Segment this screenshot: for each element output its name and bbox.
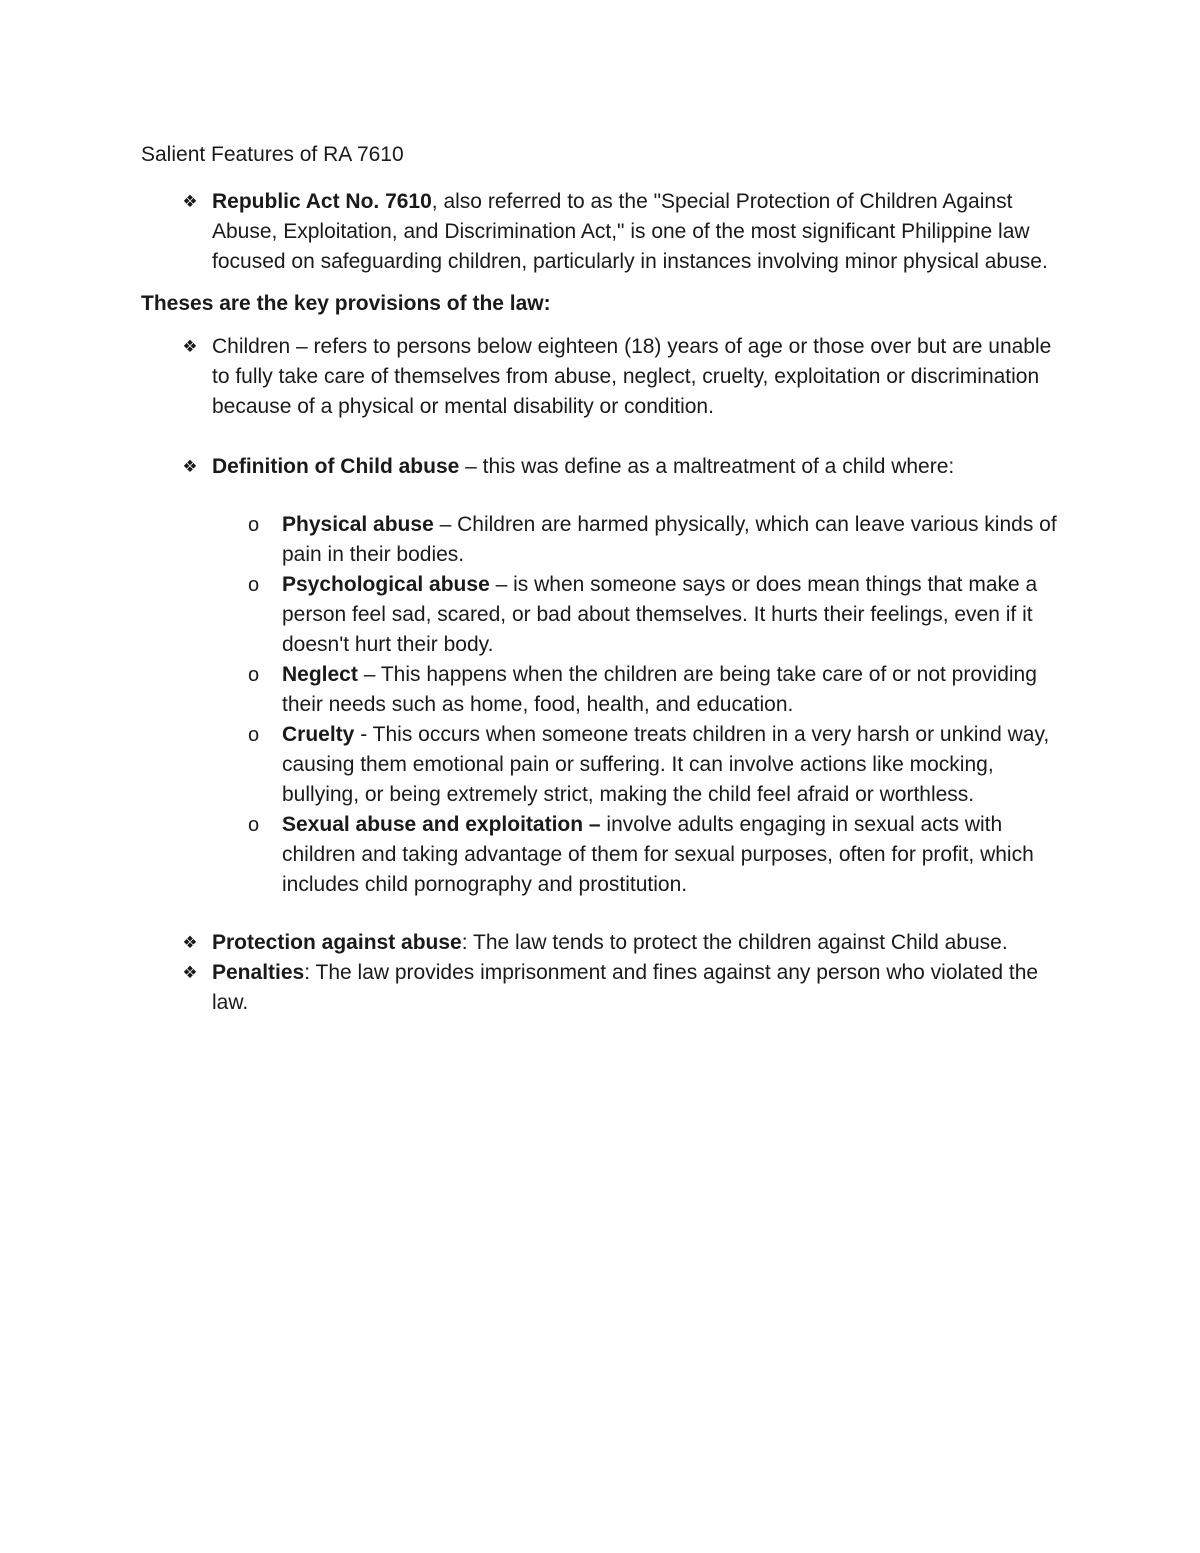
list-item <box>141 660 1061 720</box>
diamond-bullet-icon: ❖ <box>182 192 198 212</box>
penalties-bullet <box>141 958 1061 1018</box>
circle-marker: o <box>248 514 260 536</box>
abuse-type-title: Physical abuse <box>282 513 434 536</box>
penalties-bold: Penalties <box>212 961 305 984</box>
definition-bullet <box>141 452 1061 482</box>
intro-bullet <box>141 187 1061 277</box>
list-item <box>141 810 1061 900</box>
intro-bold: Republic Act No. 7610 <box>212 190 432 213</box>
children-bullet <box>141 332 1061 422</box>
abuse-type-title: Neglect <box>282 663 358 686</box>
circle-marker: o <box>248 724 260 746</box>
abuse-type-text: – Children are harmed physically, which can leave various kinds of pain in their bodies. <box>282 513 1057 566</box>
protection-bold: Protection against abuse <box>212 931 462 954</box>
document-title: Salient Features of RA 7610 <box>141 143 404 166</box>
diamond-bullet-icon: ❖ <box>182 963 198 983</box>
abuse-type-title: Psychological abuse <box>282 573 490 596</box>
diamond-bullet-icon: ❖ <box>182 933 198 953</box>
abuse-type-text: involve adults engaging in sexual acts with children and taking advantage of them for sexual purposes, often for profit, which includes child pornography and prostitution. <box>282 813 1034 896</box>
abuse-type-text: – is when someone says or does mean things that make a person feel sad, scared, or bad about themselves. It hurts their feelings, even if it doesn't hurt their body. <box>282 573 1038 656</box>
list-item <box>141 510 1061 570</box>
provisions-heading: Theses are the key provisions of the law: <box>141 292 551 315</box>
protection-text: : The law tends to protect the children against Child abuse. <box>461 931 1008 954</box>
abuse-type-title: Sexual abuse and exploitation – <box>282 813 601 836</box>
children-text: Children – refers to persons below eighteen (18) years of age or those over but are unable to fully take care of themselves from abuse, neglect, cruelty, exploitation or discrimination because of a physical or mental disability or condition. <box>212 335 1052 418</box>
list-item <box>141 570 1061 660</box>
abuse-type-text: – This happens when the children are being take care of or not providing their needs such as home, food, health, and education. <box>282 663 1037 716</box>
circle-marker: o <box>248 574 260 596</box>
abuse-type-title: Cruelty <box>282 723 355 746</box>
protection-bullet <box>141 928 1061 958</box>
diamond-bullet-icon: ❖ <box>182 457 198 477</box>
circle-marker: o <box>248 664 260 686</box>
document-body <box>141 140 1061 1018</box>
circle-marker: o <box>248 814 260 836</box>
intro-text: , also referred to as the "Special Protection of Children Against Abuse, Exploitation, and Discrimination Act," is one of the most significant Philippine law focused on safeguarding children, particularly in instances involving minor physical abuse. <box>212 190 1048 273</box>
diamond-bullet-icon: ❖ <box>182 337 198 357</box>
penalties-text: : The law provides imprisonment and fines against any person who violated the law. <box>212 961 1039 1014</box>
abuse-types-list <box>141 510 1061 900</box>
abuse-type-text: - This occurs when someone treats children in a very harsh or unkind way, causing them emotional pain or suffering. It can involve actions like mocking, bullying, or being extremely strict, making the child feel afraid or worthless. <box>282 723 1050 806</box>
definition-bold: Definition of Child abuse <box>212 455 460 478</box>
definition-text: – this was define as a maltreatment of a child where: <box>459 455 955 478</box>
list-item <box>141 720 1061 810</box>
